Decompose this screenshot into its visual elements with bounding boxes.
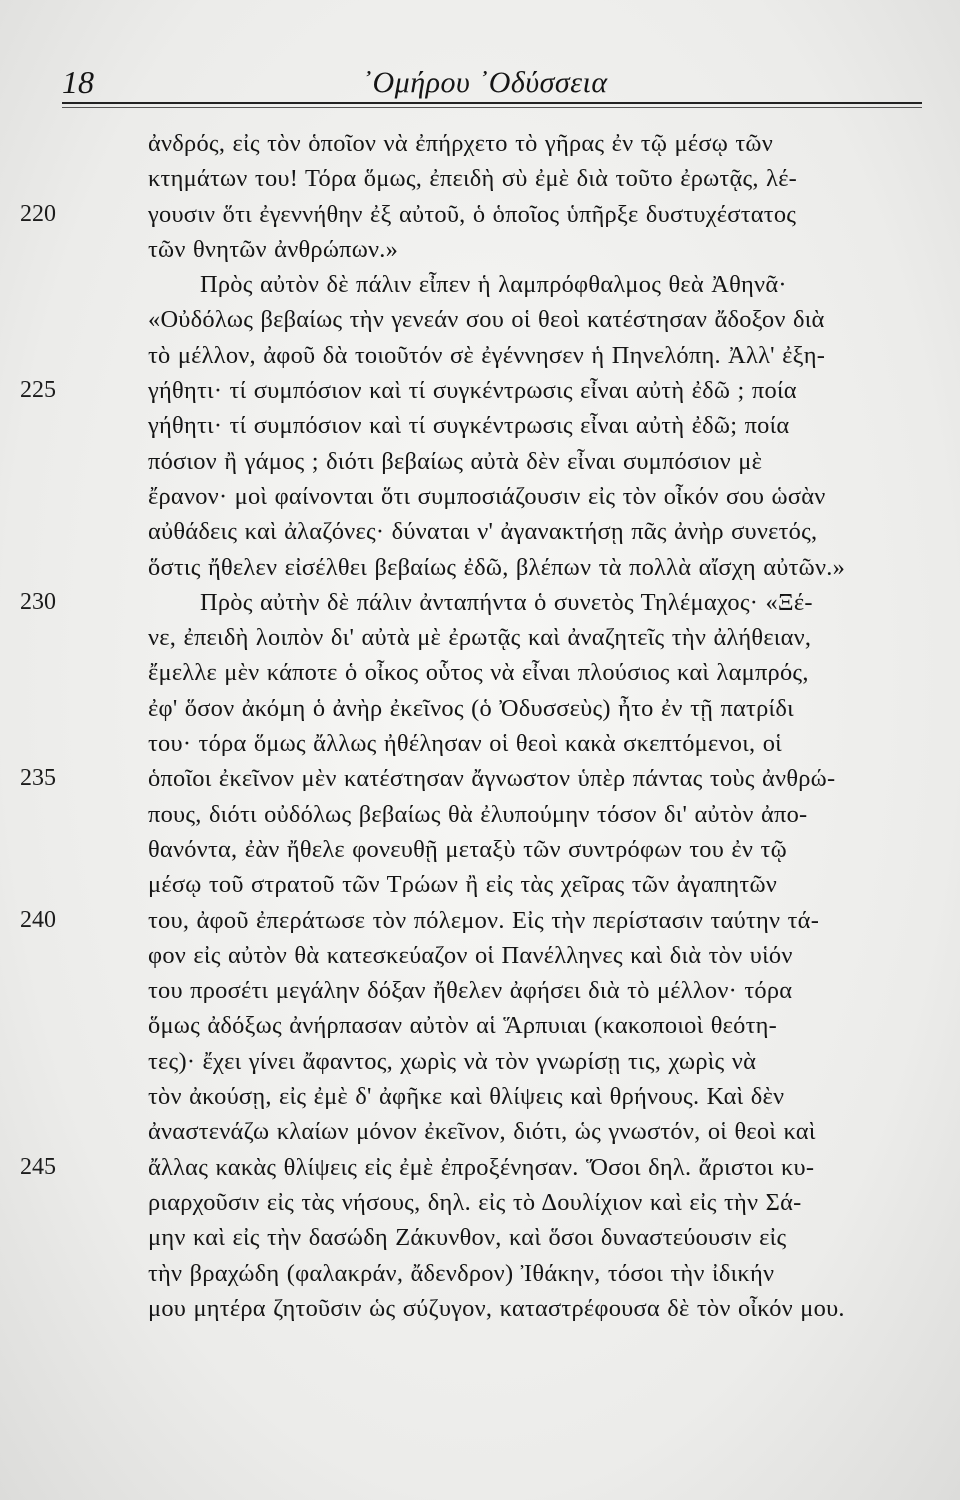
line-text: γουσιν ὅτι ἐγεννήθην ἐξ αὐτοῦ, ὁ ὁποῖος ὑπῆρξε δυστυχέστατος — [148, 200, 797, 228]
line-text: ἄλλας κακὰς θλίψεις εἰς ἐμὲ ἐπροξένησαν. Ὅσοι δηλ. ἄριστοι κυ- — [148, 1153, 815, 1181]
line-text: ἔρανον· μοὶ φαίνονται ὅτι συμποσιάζουσιν εἰς τὸν οἶκόν σου ὡσὰν — [148, 482, 826, 510]
line-number: 225 — [20, 377, 56, 404]
text-line — [0, 1114, 960, 1149]
header-rule-thin — [62, 107, 922, 108]
line-text: τὴν βραχώδη (φαλακράν, ἄδενδρον) Ἰθάκην, τόσοι τὴν ἰδικήν — [148, 1259, 775, 1287]
text-line — [0, 903, 960, 938]
text-line — [0, 1291, 960, 1326]
text-line — [0, 726, 960, 761]
line-number: 220 — [20, 200, 56, 227]
text-line — [0, 1256, 960, 1291]
line-text: τῶν θνητῶν ἀνθρώπων.» — [148, 235, 399, 263]
text-line — [0, 302, 960, 337]
text-line — [0, 267, 960, 302]
text-line — [0, 1150, 960, 1185]
text-line — [0, 761, 960, 796]
text-line — [0, 1220, 960, 1255]
text-line — [0, 126, 960, 161]
line-text: Πρὸς αὐτὴν δὲ πάλιν ἀνταπήντα ὁ συνετὸς Τηλέμαχος· «Ξέ- — [200, 588, 813, 616]
text-line — [0, 1044, 960, 1079]
line-text: τὸν ἀκούσῃ, εἰς ἐμὲ δ' ἀφῆκε καὶ θλίψεις καὶ θρήνους. Καὶ δὲν — [148, 1083, 785, 1111]
line-number: 230 — [20, 588, 56, 615]
line-text: θανόντα, ἐὰν ἤθελε φονευθῇ μεταξὺ τῶν συντρόφων του ἐν τῷ — [148, 835, 787, 863]
text-line — [0, 691, 960, 726]
text-line — [0, 832, 960, 867]
line-text: ὅστις ἤθελεν εἰσέλθει βεβαίως ἐδῶ, βλέπων τὰ πολλὰ αἴσχη αὐτῶν.» — [148, 553, 846, 581]
body-text — [0, 126, 960, 1326]
page-header — [62, 58, 922, 104]
line-text: μην καὶ εἰς τὴν δασώδη Ζάκυνθον, καὶ ὅσοι δυναστεύουσιν εἰς — [148, 1224, 787, 1252]
text-line — [0, 867, 960, 902]
line-text: του· τόρα ὅμως ἄλλως ἠθέλησαν οἱ θεοὶ κακὰ σκεπτόμενοι, οἱ — [148, 730, 782, 758]
text-line — [0, 232, 960, 267]
text-line — [0, 550, 960, 585]
line-number: 240 — [20, 906, 56, 933]
text-line — [0, 373, 960, 408]
line-text: «Οὐδόλως βεβαίως τὴν γενεάν σου οἱ θεοὶ κατέστησαν ἄδοξον διὰ — [148, 306, 825, 334]
text-line — [0, 161, 960, 196]
line-text: φον εἰς αὐτὸν θὰ κατεσκεύαζον οἱ Πανέλληνες καὶ διὰ τὸν υἱόν — [148, 941, 793, 969]
line-text: ὅμως ἀδόξως ἀνήρπασαν αὐτὸν αἱ Ἅρπυιαι (κακοποιοὶ θεότη- — [148, 1012, 778, 1040]
line-text: ἔμελλε μὲν κάποτε ὁ οἶκος οὗτος νὰ εἶναι πλούσιος καὶ λαμπρός, — [148, 659, 809, 687]
text-line — [0, 620, 960, 655]
text-line — [0, 797, 960, 832]
line-text: ὁποῖοι ἐκεῖνον μὲν κατέστησαν ἄγνωστον ὑπὲρ πάντας τοὺς ἀνθρώ- — [148, 765, 836, 793]
line-text: του, ἀφοῦ ἐπεράτωσε τὸν πόλεμον. Εἰς τὴν περίστασιν ταύτην τά- — [148, 906, 820, 934]
page-number: 18 — [62, 64, 94, 100]
line-text: ἐφ' ὅσον ἀκόμη ὁ ἀνὴρ ἐκεῖνος (ὁ Ὀδυσσεὺς) ἦτο ἐν τῇ πατρίδι — [148, 694, 794, 722]
text-line — [0, 479, 960, 514]
line-text: ριαρχοῦσιν εἰς τὰς νήσους, δηλ. εἰς τὸ Δουλίχιον καὶ εἰς τὴν Σά- — [148, 1188, 802, 1216]
line-text: γήθητι· τί συμπόσιον καὶ τί συγκέντρωσις εἶναι αὐτὴ ἐδῶ ; ποία — [148, 377, 797, 405]
text-line — [0, 408, 960, 443]
line-text: γήθητι· τί συμπόσιον καὶ τί συγκέντρωσις εἶναι αὐτὴ ἐδῶ; ποία — [148, 412, 790, 440]
line-number: 235 — [20, 765, 56, 792]
text-line — [0, 444, 960, 479]
line-text: ἀνδρός, εἰς τὸν ὁποῖον νὰ ἐπήρχετο τὸ γῆρας ἐν τῷ μέσῳ τῶν — [148, 130, 773, 157]
text-line — [0, 1185, 960, 1220]
text-line — [0, 655, 960, 690]
line-text: κτημάτων του! Τόρα ὅμως, ἐπειδὴ σὺ ἐμὲ διὰ τοῦτο ἐρωτᾷς, λέ- — [148, 165, 798, 193]
line-text: νε, ἐπειδὴ λοιπὸν δι' αὐτὰ μὲ ἐρωτᾷς καὶ ἀναζητεῖς τὴν ἀλήθειαν, — [148, 624, 812, 652]
line-text: του προσέτι μεγάλην δόξαν ἤθελεν ἀφήσει διὰ τὸ μέλλον· τόρα — [148, 977, 793, 1005]
line-text: τὸ μέλλον, ἀφοῦ δὰ τοιοῦτόν σὲ ἐγέννησεν ἡ Πηνελόπη. Ἀλλ' ἐξη- — [148, 341, 826, 369]
line-text: πόσιον ἢ γάμος ; διότι βεβαίως αὐτὰ δὲν εἶναι συμπόσιον μὲ — [148, 447, 763, 475]
line-text: ἀναστενάζω κλαίων μόνον ἐκεῖνον, διότι, ὡς γνωστόν, οἱ θεοὶ καὶ — [148, 1118, 816, 1146]
line-text: μου μητέρα ζητοῦσιν ὡς σύζυγον, καταστρέφουσα δὲ τὸν οἶκόν μου. — [148, 1294, 845, 1322]
line-text: αὐθάδεις καὶ ἀλαζόνες· δύναται ν' ἀγανακτήσῃ πᾶς ἀνὴρ συνετός, — [148, 518, 818, 546]
text-line — [0, 1008, 960, 1043]
header-rule — [62, 102, 922, 104]
line-text: πους, διότι οὐδόλως βεβαίως θὰ ἐλυπούμην τόσον δι' αὐτὸν ἀπο- — [148, 800, 808, 828]
text-line — [0, 338, 960, 373]
line-text: μέσῳ τοῦ στρατοῦ τῶν Τρώων ἢ εἰς τὰς χεῖρας τῶν ἀγαπητῶν — [148, 871, 778, 899]
text-line — [0, 197, 960, 232]
text-line — [0, 514, 960, 549]
text-line — [0, 938, 960, 973]
line-number: 245 — [20, 1153, 56, 1180]
line-text: Πρὸς αὐτὸν δὲ πάλιν εἶπεν ἡ λαμπρόφθαλμος θεὰ Ἀθηνᾶ· — [200, 271, 787, 299]
text-line — [0, 585, 960, 620]
line-text: τες)· ἔχει γίνει ἄφαντος, χωρὶς νὰ τὸν γνωρίσῃ τις, χωρὶς νὰ — [148, 1047, 757, 1075]
running-title: ᾿Ομήρου ᾿Οδύσσεια — [362, 66, 608, 99]
text-line — [0, 1079, 960, 1114]
text-line — [0, 973, 960, 1008]
